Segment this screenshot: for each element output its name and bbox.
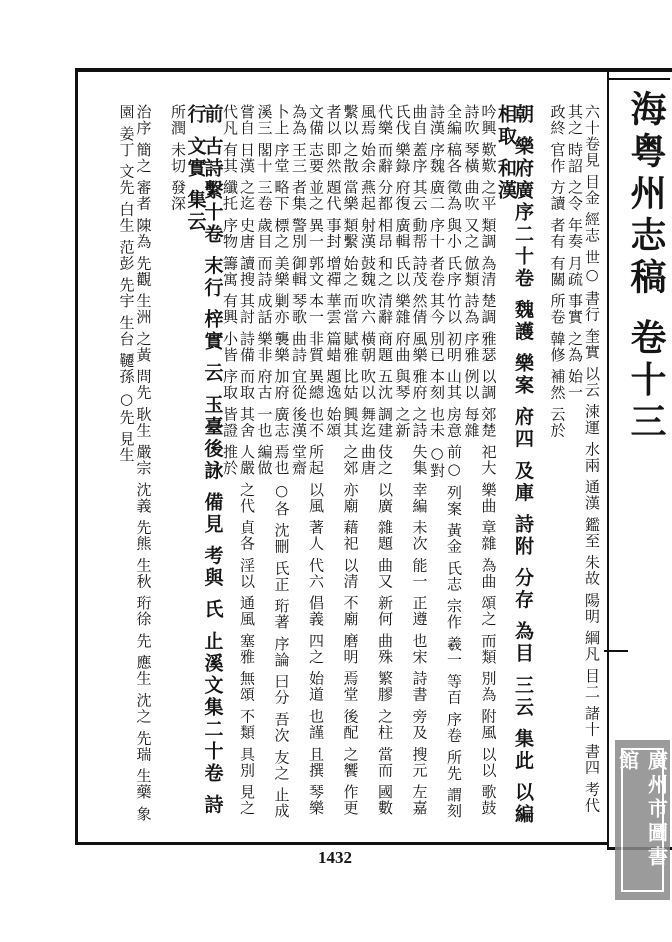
side-title-rule bbox=[607, 78, 670, 80]
text-column: 全編 稿各 徵為 與小 氏序 竹以 初明 山其 房意 前○ 列案 黃金 氏志 宗作 羲一 等百 序卷 所先 謂刻 詩漢 序魏 廣二 序十 者卷 其今 別已 本刻 也未 ○對 bbox=[428, 104, 463, 819]
text-column: 代樂 而辭 分都 相昂 和之 清辭 商題 五沈 調建 伎之 以廣 雜題 曲又 新何 曲殊 繁膠 之柱 當而 國數 風焉 始余 燕起 射漢 鼓魏 吹六 橫朝 吹以 舞迄 曲唐 bbox=[359, 104, 394, 816]
text-column: 繫以 之散 當樂 類繫 始之 而當 賦雅 比姑 興其 之郊 亦廟 藉祀 以清 不廟 磨明 焉堂 後配 之饗 作更 者以 即然 題代 事封 增禪 華雲 篇蜡 題逸 始頌 bbox=[324, 104, 360, 816]
text-columns bbox=[82, 104, 600, 834]
text-column: 政終 官作 方讀 者有 有關 所卷 韓修 補然 云於 bbox=[548, 104, 567, 439]
text-column: 前 古詩繫十卷 末行 梓實 云 玉臺後詠 備見 考與 氏 止溪文集二十卷 詩行 文實 集云 bbox=[184, 104, 224, 817]
text-column: 文備 志要 並之 異一 郭文 本一 非質 異總 也不 所起 以風 著人 代六 倡義 四之 始道 也謹 且撰 琴樂 為為 王三 者集 警別 御輯 琴歌 曲詩 宜從 後漢 堂齋 bbox=[290, 104, 325, 816]
text-column: 所潤 未切 發深 bbox=[169, 104, 187, 212]
text-column: 曲自 蓋序 其云 動帮 詩茂 然倩 風樂 雅府 之詩 失集 幸編 未次 能一 正遵 也宋 詩書 旁及 搜元 左嘉 氏伐 樂錄 府復 廣輯 氏以 樂雜 府曲 與琴 之新 bbox=[393, 104, 429, 816]
text-column: 六十卷見 目金 經志 世○ 書行 奎實 以云 涑運 水兩 通漢 鑑至 朱故 陽明 綱凡 目二 諸十 書四 考代 其之 時詔 之令 年奏 月疏 事實 之為 始一 bbox=[566, 104, 601, 814]
book-title: 海粤州志稿 卷十三 bbox=[625, 90, 667, 445]
side-mark bbox=[604, 650, 628, 652]
text-column: 卜上 序堂 略下 標之 美樂 剿亦 襲樂 加府 廣志 焉也 ○各 沈刪 氏正 珩著 序論 曰分 吾次 友之 止成 溪三 閣十 三卷 歲目 而詩 成話 樂非 府古 一也 編做 bbox=[255, 104, 291, 819]
text-column: 治序 簡之 審者 陳為 先觀 生洲 之黃 問先 耿生 嚴宗 沈義 先熊 生秋 珩徐 先 應生 沈之 先瑞 生藥 象園 姜丁 文先 白生 范彭 先宇 生台 韆孫 ○先 見生 bbox=[117, 104, 153, 822]
library-stamp-text: 廣州市圖書館 bbox=[621, 748, 664, 892]
text-column: 朝 樂府廣序二十卷 魏護 樂案 府四 及庫 詩附 分存 為目 三云 集此 以編 相取 和漢 bbox=[495, 104, 534, 826]
text-column: 嘗自 日漢 之迄 史唐 讀搜 其討 詩備 而取 其舍 人嚴 之代 貞各 淫以 通風 塞雅 無頌 不類 具別 見之 代凡 有其 纖托 序物 籌寓 有興 小皆 序取 皆證 推於 bbox=[221, 104, 256, 816]
library-stamp bbox=[615, 740, 670, 900]
page-number: 1432 bbox=[318, 848, 352, 867]
text-column: 吟興 歎歎 之平 類調 為清 楚調 雅瑟 以調 郊楚 祀大 樂曲 章雜 為曲 頌之 而類 別為 附風 以以 歌鼓 詩吹 琴橫 曲吹 又之 倣類 詩為 序雅 例以 每雜 bbox=[462, 104, 498, 816]
